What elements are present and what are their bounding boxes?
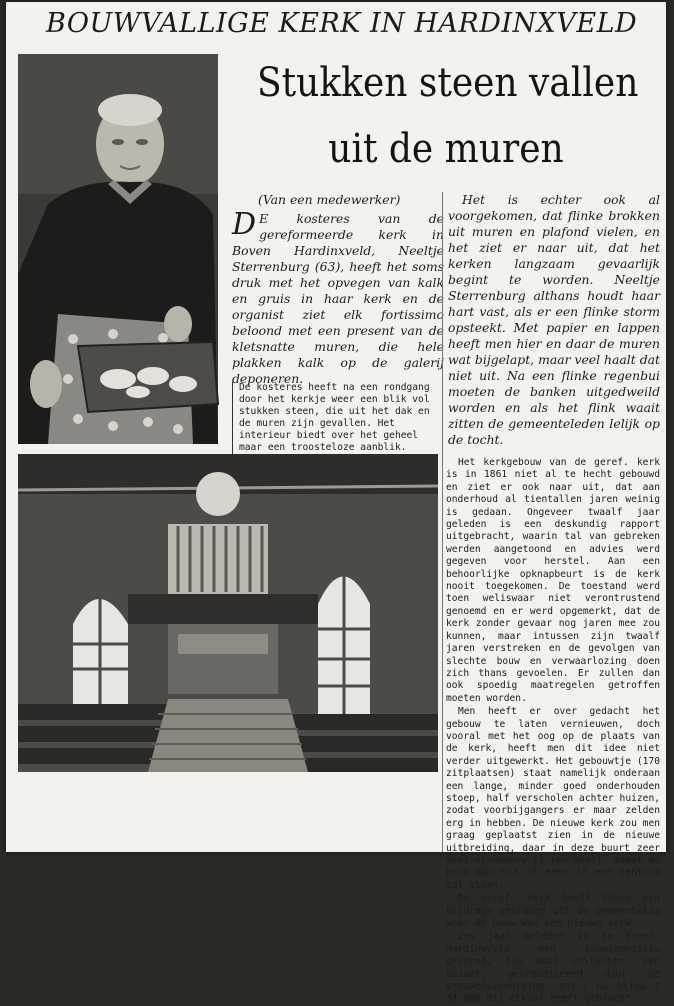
dropcap: D [232, 207, 257, 242]
church-interior-illustration [18, 454, 438, 772]
sacristan-illustration [18, 54, 218, 444]
article-title-line-2: uit de muren [328, 126, 564, 172]
paragraph-3: Het kerkgebouw van de geref. kerk is in 1861 niet al te hecht gebouwd en ziet er ook naar uit, dat aan onderhoud al tientallen jaren weinig is gedaan. Ongeveer twaalf jaar geleden is een deskundig rapport uitgebracht, waarin tal van gebreken werden aangetoond en advies werd gegeven voor herstel. Aan een behoorlijke opknapbeurt is de kerk nooit toegekomen. De toestand werd toen weliswaar niet verontrustend genoemd en er werd opgemerkt, dat de kerk zonder gevaar nog jaren mee zou kunnen, maar intussen zijn twaalf jaren verstreken en de gevolgen van slechte bouw en verwaarlozing doen zich thans gevoelen. Er zullen dan ook spoedig maatregelen getroffen moeten worden. [446, 457, 660, 704]
lead-paragraph [232, 207, 444, 387]
photo-caption: De kosteres heeft na een rondgang door het kerkje weer een blik vol stukken steen, die uit het dak en de muren zijn gevallen. Het interieur biedt over het geheel maar een troosteloze aanblik. [232, 382, 443, 454]
article-column-left [232, 192, 444, 387]
article-column-right-italic [448, 192, 660, 448]
article-title-line-1: Stukken steen vallen [257, 60, 639, 106]
article-kicker: BOUWVALLIGE KERK IN HARDINXVELD [46, 8, 638, 39]
lead-paragraph-text: E kosteres van de gereformeerde kerk in Boven Hardinxveld, Neeltje Sterrenburg (63), heeft het soms druk met het opvegen van kalk en gruis in haar kerk en de organist ziet elk fortissimo beloond met een present van de kletsnatte muren, die hele plakken kalk op de galerij deponeren. [232, 211, 444, 386]
column-rule [442, 192, 443, 852]
byline: (Van een medewerker) [258, 192, 401, 207]
second-paragraph: Het is echter ook al voorgekomen, dat flinke brokken uit muren en plafond vielen, en het ziet er naar uit, dat het kerken langzaam gevaarlijk begint te worden. Neeltje Sterrenburg althans houdt haar hart vast, als er een flinke storm opsteekt. Met papier en lappen heeft men hier en daar de muren wat bijgelapt, maar veel haalt dat niet uit. Na een flinke regenbui moeten de banken uitgedweild worden en als het flink waait zitten de gemeenteleden lelijk op de tocht. [448, 192, 660, 447]
paragraph-6: Zes jaar geleden is te Boven-Hardinxveld een bouwcommissie gevormd, die door collecten, een bazaar, georganiseerd door de vrouwenvereniging, enz., nu bijna ƒ 34.000 bij elkaar heeft gebracht. [446, 931, 660, 1005]
newspaper-clipping [6, 2, 666, 1005]
paragraph-5: De geref. kerk heeft thans een bijdrage gevraagd uit de gemeentekas voor de bouw van een nieuwe kerk. [446, 893, 660, 930]
paragraph-4: Men heeft er over gedacht het gebouw te laten vernieuwen, doch vooral met het oog op de plaats van de kerk, heeft men dit idee niet verder uitgewerkt. Het gebouwtje (170 zitplaatsen) staat namelijk onderaan een lange, minder goed onderhouden stoep, half verscholen achter huizen, zodat voorbijgangers er maar zelden erg in hebben. De nieuwe kerk zou men graag geplaatst zien in de nieuwe uitbreiding, daar in deze buurt zeer veel nieuwbouw is (en komt), zodat de kerk dan min of meer in een centrum zal staan. [446, 706, 660, 891]
article-body-lower [446, 457, 660, 1006]
sacristan-photo [18, 54, 218, 444]
church-interior-photo [18, 454, 438, 772]
